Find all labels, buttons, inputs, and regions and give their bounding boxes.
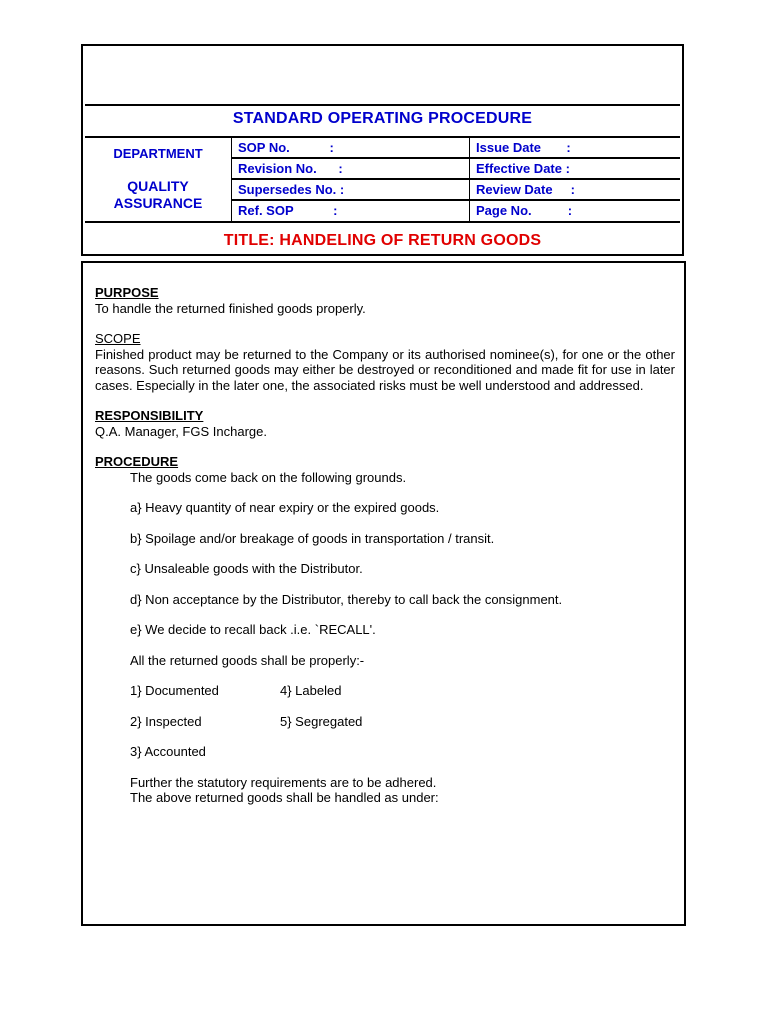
department-cell — [85, 138, 231, 222]
list-item-text: 1} Documented — [130, 683, 219, 698]
divider — [232, 178, 680, 180]
scope-heading: SCOPE — [95, 331, 141, 346]
issue-date-field: Issue Date : — [476, 140, 571, 155]
supersedes-no-field: Supersedes No. : — [238, 182, 345, 197]
ground-item: d} Non acceptance by the Distributor, thereby to call back the consignment. — [130, 591, 563, 607]
list-item-text: 3} Accounted — [130, 744, 206, 759]
review-date-field: Review Date : — [476, 182, 575, 197]
procedure-intro: The goods come back on the following grounds. — [130, 469, 407, 485]
ground-item: e} We decide to recall back .i.e. `RECALL'. — [130, 622, 376, 637]
purpose-heading: PURPOSE — [95, 285, 159, 300]
sop-header — [81, 44, 684, 256]
ground-item: c} Unsaleable goods with the Distributor. — [130, 561, 363, 576]
effective-date-field: Effective Date : — [476, 161, 570, 176]
list-item-text: 4} Labeled — [280, 683, 342, 698]
department-label: DEPARTMENT — [113, 146, 203, 161]
sop-title: STANDARD OPERATING PROCEDURE — [232, 110, 533, 127]
sop-content — [95, 285, 675, 806]
divider — [85, 104, 680, 106]
scope-text: Finished product may be returned to the Company or its authorised nominee(s), for one or the other reasons. Such returned goods may either be destroyed or reconditioned and made fit for use in later cases. Especially in the later one, the associated risks must be well understood and addressed. — [95, 346, 675, 393]
responsibility-heading: RESPONSIBILITY — [95, 408, 204, 423]
sop-no-field: SOP No. : — [238, 140, 334, 155]
ground-item: a} Heavy quantity of near expiry or the expired goods. — [130, 500, 440, 515]
closing-text: The above returned goods shall be handled as under: — [130, 790, 439, 805]
divider — [232, 199, 680, 201]
document-title: TITLE: HANDELING OF RETURN GOODS — [223, 232, 542, 249]
responsibility-text: Q.A. Manager, FGS Incharge. — [95, 423, 267, 439]
divider — [232, 157, 680, 159]
closing-text: Further the statutory requirements are to be adhered. — [130, 774, 437, 790]
list-item — [95, 744, 675, 760]
list-item-text: 2} Inspected — [130, 713, 202, 729]
list-item-text: 5} Segregated — [280, 713, 363, 729]
procedure-heading: PROCEDURE — [95, 454, 179, 469]
department-value: QUALITY ASSURANCE — [113, 178, 203, 211]
page-no-field: Page No. : — [476, 203, 573, 218]
returned-goods-intro: All the returned goods shall be properly:- — [130, 652, 365, 668]
list-item — [95, 714, 675, 730]
logo-area — [83, 46, 682, 106]
list-item — [95, 683, 675, 699]
ref-sop-field: Ref. SOP : — [238, 203, 338, 218]
divider — [85, 221, 680, 223]
ground-item: b} Spoilage and/or breakage of goods in transportation / transit. — [130, 530, 495, 546]
purpose-text: To handle the returned finished goods properly. — [95, 300, 366, 316]
revision-no-field: Revision No. : — [238, 161, 343, 176]
sop-body — [81, 261, 686, 926]
